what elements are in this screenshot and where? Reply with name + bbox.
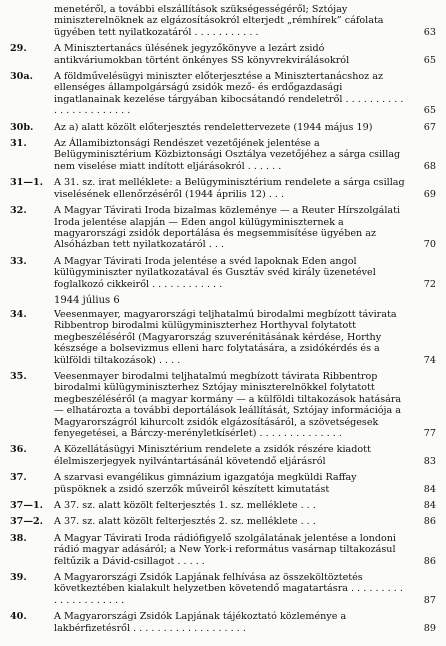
page-number: 83 <box>423 455 436 467</box>
entry-number: 37—2. <box>10 516 43 528</box>
entry-number: 40. <box>10 611 27 623</box>
toc-list <box>10 4 436 290</box>
toc-entry <box>10 205 436 251</box>
entry-number: 31—1. <box>10 177 43 189</box>
entry-number: 37—1. <box>10 500 43 512</box>
toc-entry <box>10 500 436 511</box>
page-number: 84 <box>423 483 436 495</box>
date-heading: 1944 július 6 <box>54 294 120 306</box>
page-number: 68 <box>423 160 436 172</box>
page-number: 86 <box>423 516 436 528</box>
entry-title: A Magyarországi Zsidók Lapjának tájékoztató közleménye a lakbérfizetésről . . . . . . . . . . . . . . . . . . . <box>54 611 347 634</box>
entry-number: 30a. <box>10 71 33 83</box>
toc-list-continued <box>10 309 436 634</box>
toc-entry <box>10 177 436 200</box>
entry-title: A földművelésügyi miniszter előterjesztése a Minisztertanácshoz az ellenséges állampolgárságú zsidók mező- és erdőgazdasági ingatlanainak kezelése tárgyában kibocsátandó rendeletről . . . . . . . . . . . . . . . . . . . . . . . <box>54 71 404 117</box>
toc-entry <box>10 611 436 634</box>
entry-title: A Minisztertanács ülésének jegyzőkönyve a lezárt zsidó antikváriumokban történt önkényes SS könyvrekvirálásokról <box>54 43 350 66</box>
entry-number: 37. <box>10 472 27 484</box>
toc-entry <box>10 256 436 290</box>
toc-entry <box>10 71 436 117</box>
entry-number <box>10 4 50 38</box>
entry-title: A 37. sz. alatt közölt felterjesztés 2. sz. melléklete . . . <box>54 516 316 528</box>
page-number: 67 <box>423 121 436 133</box>
page-number: 77 <box>423 428 436 439</box>
entry-title: A Közellátásügyi Minisztérium rendelete a zsidók részére kiadott élelmiszerjegyek nyilvántartásánál követendő eljárásról <box>54 444 371 467</box>
page-number: 63 <box>423 26 436 38</box>
entry-number: 36. <box>10 444 27 456</box>
entry-title: A Magyar Távirati Iroda jelentése a svéd lapoknak Eden angol külügyminiszter nyilatkozatával és Gusztáv svéd király üzenetével foglalkozó cikkeiről . . . . . . . . . . . . <box>54 255 376 290</box>
page-number: 74 <box>423 354 436 366</box>
page-number: 70 <box>423 239 436 251</box>
toc-entry <box>10 572 436 606</box>
entry-title: A Magyarországi Zsidók Lapjának felhívása az összeköltöztetés következtében kialakult helyzetben követendő magatartásra . . . . . . . . . . . . . . . . . . . . . <box>54 572 403 606</box>
entry-number: 38. <box>10 532 27 544</box>
toc-entry <box>10 516 436 527</box>
toc-entry <box>10 533 436 567</box>
entry-number: 34. <box>10 308 27 320</box>
toc-entry <box>10 309 436 366</box>
toc-entry <box>10 122 436 133</box>
page-number: 72 <box>423 278 436 290</box>
page-number: 65 <box>423 54 436 66</box>
entry-title: Veesenmayer birodalmi teljhatalmú megbízott távirata Ribbentrop birodalmi külügyminiszterhez Sztójay miniszterelnökkel folytatott megbeszéléséről (a magyar kormány — a külföldi tiltakozások hatására — elhatározta a további deportálások leállítását, Sztójay információja a Magyarországról kihurcolt zsidók elgázosításáról, a szövetségesek fenyegetései, a Bárczy-merényletkísérlet) . . . . . . . . . . . . . . <box>54 370 402 439</box>
toc-entry <box>10 4 436 38</box>
entry-number: 39. <box>10 572 27 584</box>
toc-entry <box>10 371 436 439</box>
page-number: 84 <box>423 500 436 512</box>
page-number: 65 <box>423 105 436 117</box>
entry-title: Veesenmayer, magyarországi teljhatalmú birodalmi megbízott távirata Ribbentrop birodalmi külügyminiszterhez Horthyval folytatott megbeszéléséről (Magyarország szuverénitásának kérdése, Horthy készsége a bolsevizmus elleni harc folytatására, a zsidókérdés és a külföldi tiltakozások) . . . . <box>54 308 397 366</box>
entry-title: A szarvasi evangélikus gimnázium igazgatója megküldi Raffay püspöknek a zsidó szerzők műveiről készített kimutatást <box>54 472 357 495</box>
toc-entry <box>10 444 436 467</box>
page-number: 86 <box>423 555 436 567</box>
entry-title: A 31. sz. irat melléklete: a Belügyminisztérium rendelete a sárga csillag viselésének ellenőrzéséről (1944 április 12) . . . <box>54 177 405 200</box>
toc-entry <box>10 138 436 172</box>
entry-title: A 37. sz. alatt közölt felterjesztés 1. sz. melléklete . . . <box>54 500 316 512</box>
entry-number: 31. <box>10 138 27 150</box>
entry-title: menetéről, a további elszállítások szükségességéről; Sztójay miniszterelnöknek az elgázosításokról elterjedt „rémhírek” cáfolata ügyében tett nyilatkozatáról . . . . . . . . . . . <box>54 4 384 38</box>
entry-title: A Magyar Távirati Iroda bizalmas közleménye — a Reuter Hírszolgálati Iroda jelentése alapján — Eden angol külügyminiszternek a magyarországi zsidók deportálása és megsemmisítése ügyében az Alsóházban tett nyilatkozatáról . . . <box>54 205 401 251</box>
entry-number: 30b. <box>10 121 34 133</box>
entry-title: Az a) alatt közölt előterjesztés rendelettervezete (1944 május 19) <box>54 121 373 133</box>
entry-number: 32. <box>10 205 27 217</box>
page-number: 69 <box>423 188 436 200</box>
entry-number: 35. <box>10 370 27 382</box>
entry-title: A Magyar Távirati Iroda rádiófigyelő szolgálatának jelentése a londoni rádió magyar adásáról; a New York-i református vasárnap tiltakozásul feltűzik a Dávid-csillagot . . . . . <box>54 532 396 567</box>
entry-number: 33. <box>10 255 27 267</box>
entry-title: Az Államibiztonsági Rendészet vezetőjének jelentése a Belügyminisztérium Közbiztonsági Osztálya vezetőjéhez a sárga csillag nem viselése miatt indított eljárásokról . . . . . . <box>54 138 401 172</box>
page-number: 89 <box>423 622 436 634</box>
toc-entry <box>10 43 436 66</box>
page-number: 87 <box>423 594 436 606</box>
entry-number: 29. <box>10 43 27 55</box>
toc-entry <box>10 472 436 495</box>
